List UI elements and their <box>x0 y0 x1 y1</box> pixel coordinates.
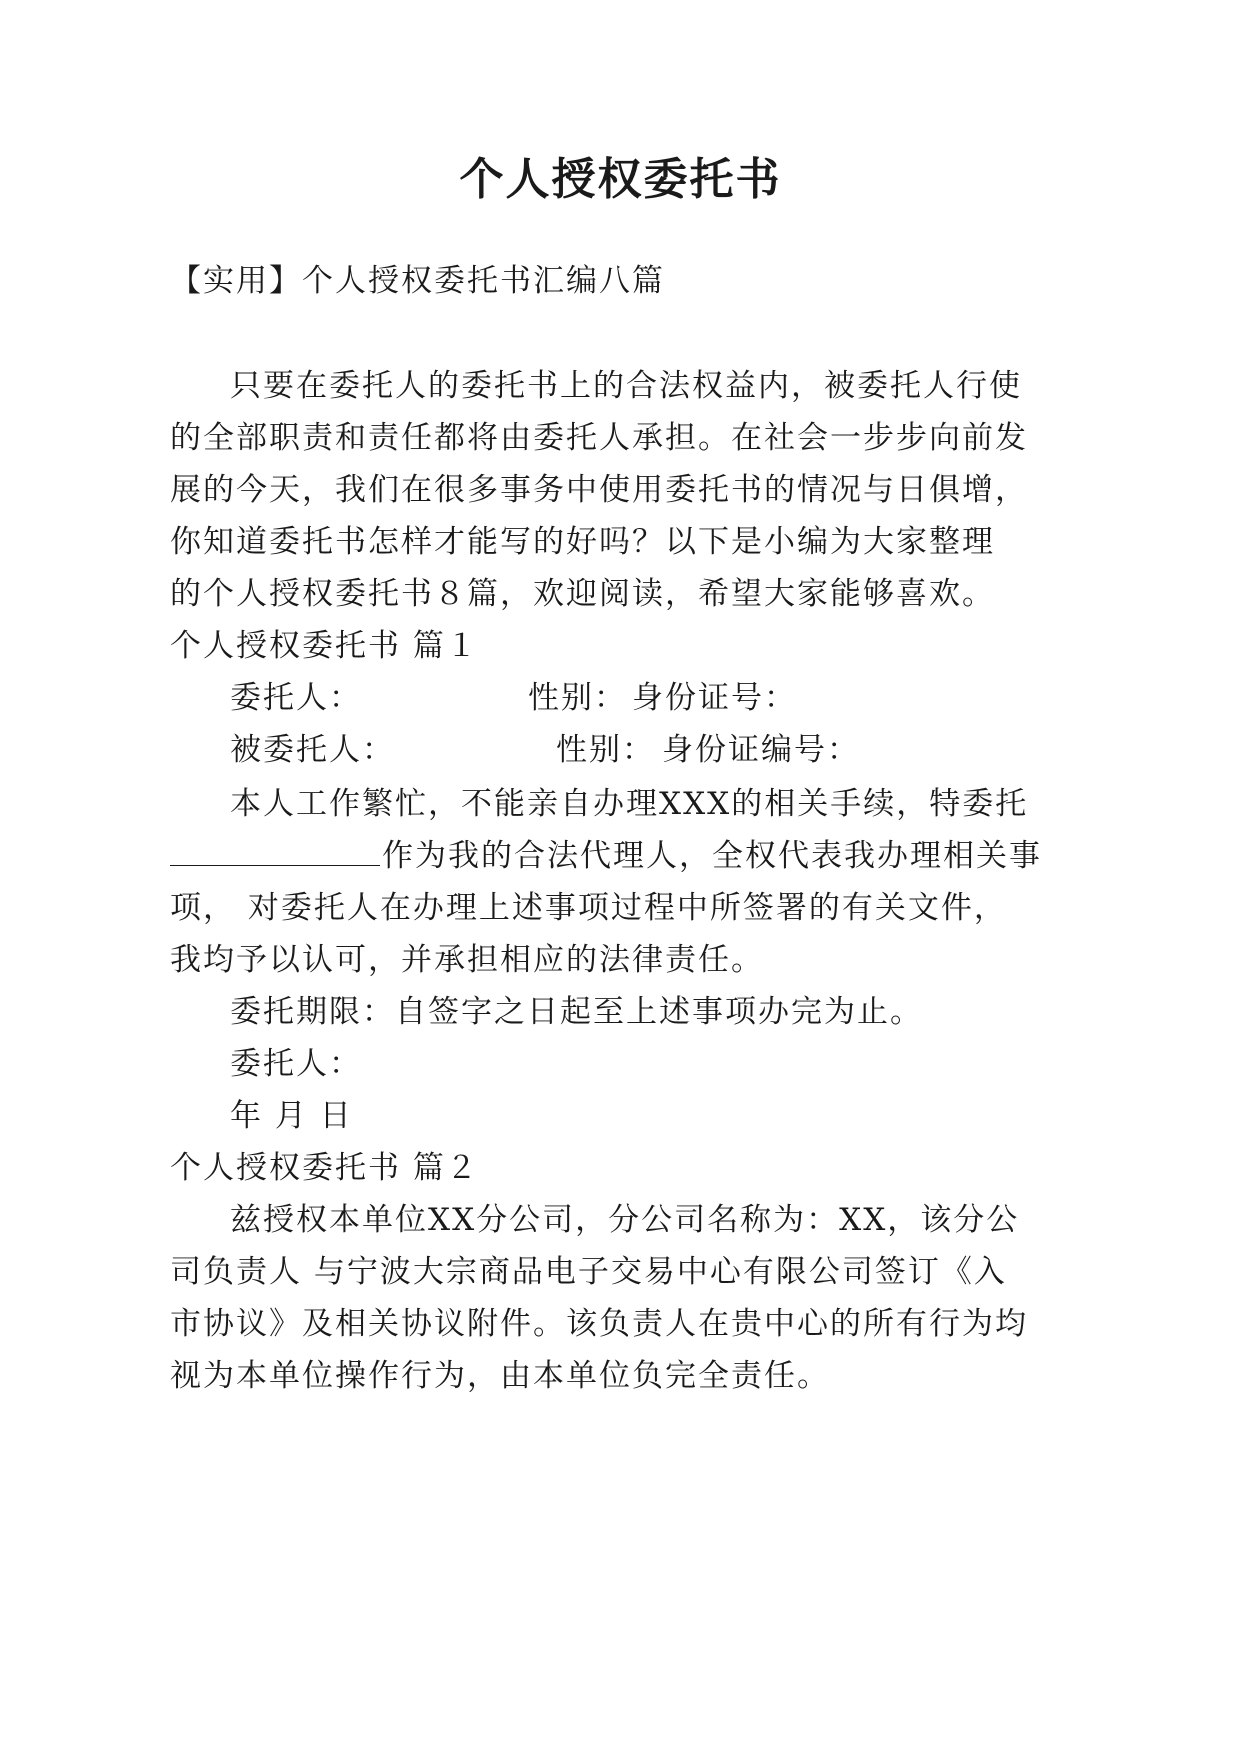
agent-label: 被委托人： <box>230 732 395 768</box>
section-heading: 个人授权委托书 篇２ <box>170 1150 479 1186</box>
body-line-text: 作为我的合法代理人，全权代表我办理相关事 <box>382 838 1042 874</box>
page-title: 个人授权委托书 <box>459 154 782 205</box>
agent-name-blank <box>170 835 380 866</box>
body-line: 我均予以认可，并承担相应的法律责任。 <box>170 942 764 978</box>
term-line: 委托期限：自签字之日起至上述事项办完为止。 <box>230 994 923 1030</box>
body-line: 司负责人 与宁波大宗商品电子交易中心有限公司签订《入 <box>170 1254 1007 1290</box>
agent-gender-label: 性别： <box>556 732 655 768</box>
body-line: 市协议》及相关协议附件。该负责人在贵中心的所有行为均 <box>170 1306 1028 1342</box>
intro-line: 你知道委托书怎样才能写的好吗？以下是小编为大家整理 <box>170 524 995 560</box>
body-line: 本人工作繁忙，不能亲自办理XXX的相关手续，特委托 <box>230 786 1029 822</box>
body-line: 项， 对委托人在办理上述事项过程中所签署的有关文件， <box>170 890 1007 926</box>
intro-line: 的个人授权委托书８篇，欢迎阅读，希望大家能够喜欢。 <box>170 576 995 612</box>
body-line: 兹授权本单位XX分公司，分公司名称为：XX，该分公 <box>230 1202 1020 1238</box>
date-line: 年 月 日 <box>230 1098 353 1134</box>
principal-id-label: 身份证号： <box>632 680 797 716</box>
intro-line: 展的今天，我们在很多事务中使用委托书的情况与日俱增， <box>170 472 1028 508</box>
signature-line: 委托人： <box>230 1046 362 1082</box>
body-line-with-blank <box>170 834 1042 878</box>
section-heading: 个人授权委托书 篇１ <box>170 628 479 664</box>
intro-line: 的全部职责和责任都将由委托人承担。在社会一步步向前发 <box>170 420 1028 456</box>
body-line: 视为本单位操作行为，由本单位负完全责任。 <box>170 1358 830 1394</box>
principal-label: 委托人： <box>230 680 362 716</box>
subtitle: 【实用】个人授权委托书汇编八篇 <box>170 263 665 299</box>
agent-id-label: 身份证编号： <box>662 732 860 768</box>
intro-line: 只要在委托人的委托书上的合法权益内，被委托人行使 <box>230 368 1022 404</box>
principal-gender-label: 性别： <box>528 680 627 716</box>
